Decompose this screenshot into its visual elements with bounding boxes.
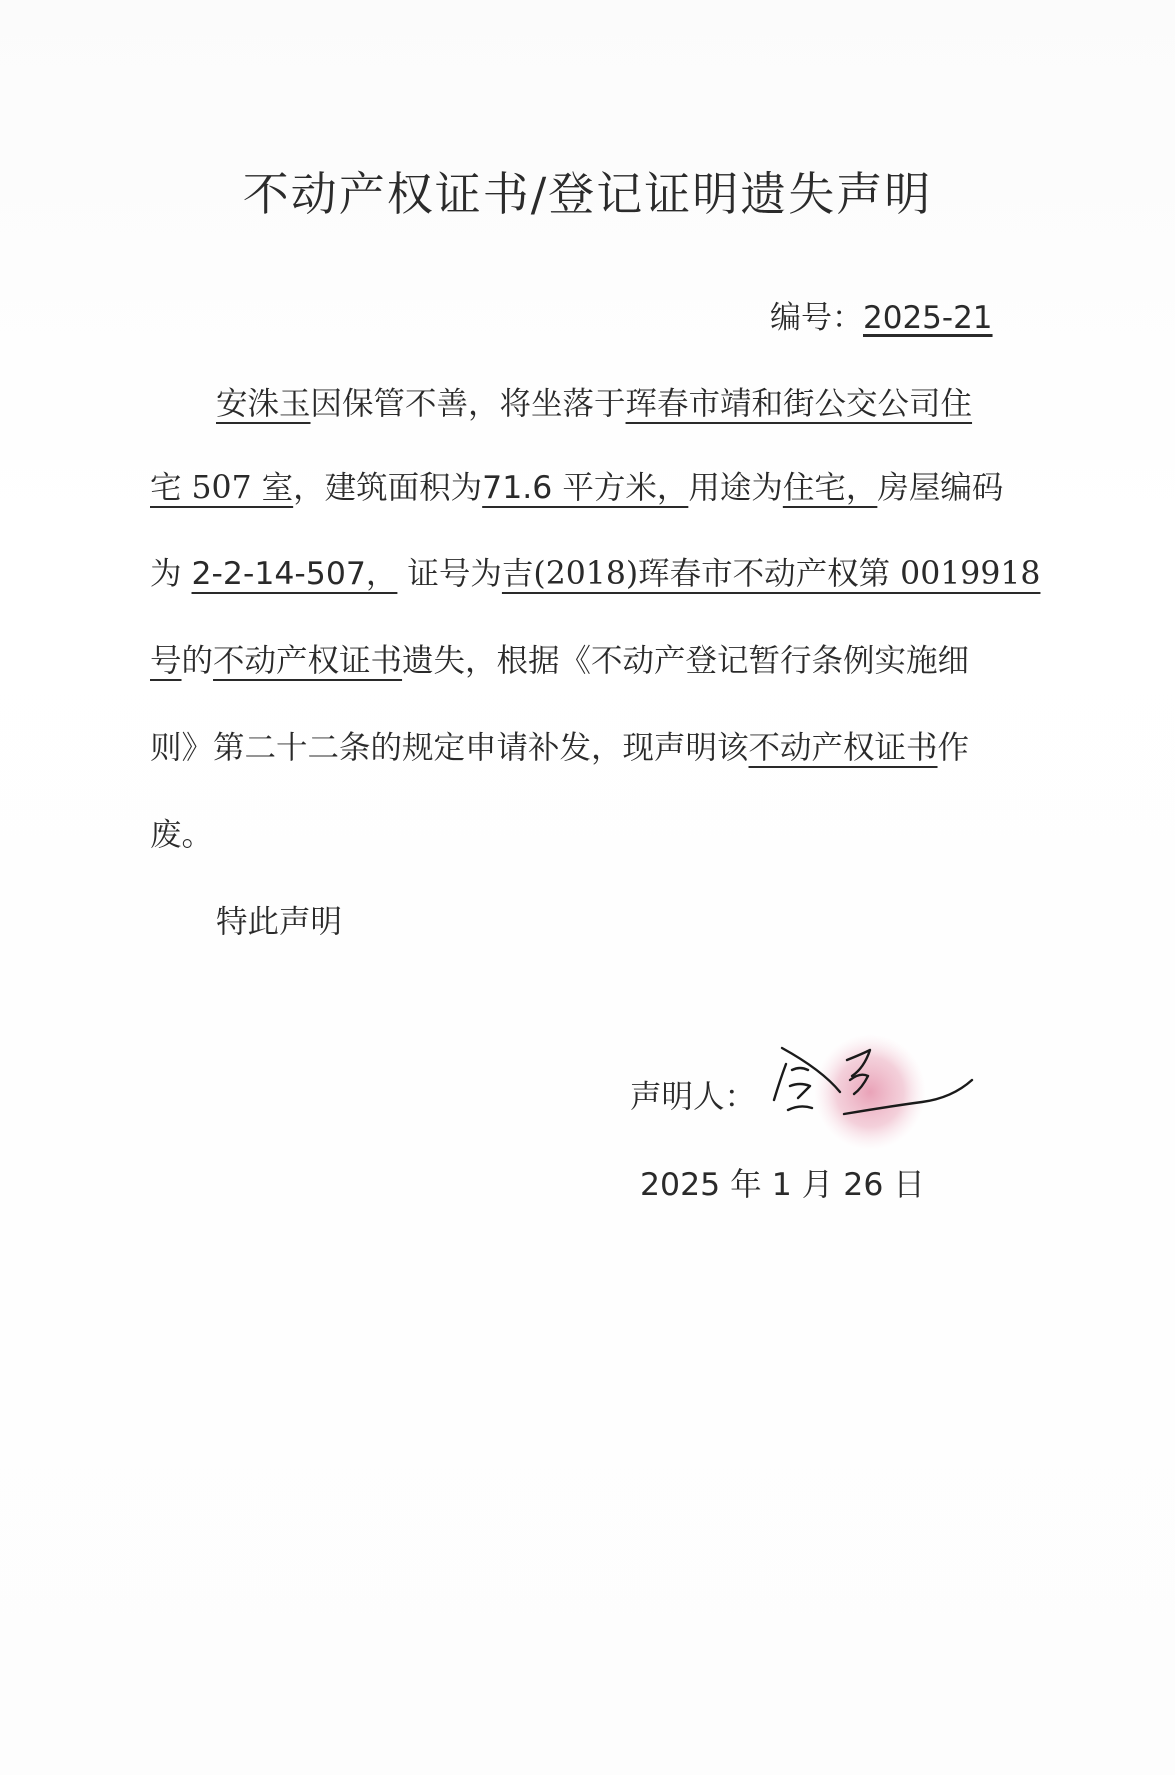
property-address-cont: 宅 507 室 — [150, 470, 294, 506]
body-line-2: 宅 507 室，建筑面积为71.6 平方米，用途为住宅，房屋编码 — [150, 470, 1004, 506]
date-day: 26 — [843, 1167, 884, 1203]
document-title: 不动产权证书/登记证明遗失声明 — [242, 167, 933, 221]
house-code: 2-2-14-507， — [191, 556, 398, 592]
document-number-label: 编号： — [770, 300, 863, 336]
certificate-type-2: 不动产权证书 — [748, 730, 938, 766]
date-year: 2025 — [640, 1167, 721, 1203]
declarant-label: 声明人： — [630, 1079, 757, 1115]
document-number — [770, 292, 993, 337]
certificate-type: 不动产权证书 — [213, 643, 403, 679]
property-address: 珲春市靖和街公交公司住 — [625, 386, 973, 422]
building-area: 71.6 平方米， — [482, 470, 689, 506]
body-line-1: 安洙玉因保管不善，将坐落于珲春市靖和街公交公司住 — [216, 386, 973, 422]
body-line-5: 则》第二十二条的规定申请补发，现声明该不动产权证书作 — [150, 730, 970, 766]
property-use: 住宅， — [782, 470, 878, 506]
certificate-number: 吉(2018)珲春市不动产权第 0019918 — [501, 556, 1041, 592]
body-line-3: 为 2-2-14-507， 证号为吉(2018)珲春市不动产权第 0019918 — [150, 556, 1041, 592]
date-month: 1 — [771, 1167, 792, 1203]
owner-name: 安洙玉 — [216, 386, 311, 422]
declaration-date: 2025 年 1 月 26 日 — [640, 1167, 925, 1203]
body-line-4: 号的不动产权证书遗失，根据《不动产登记暂行条例实施细 — [150, 643, 970, 679]
closing-statement: 特此声明 — [216, 904, 343, 940]
document-number-value: 2025-21 — [863, 300, 993, 336]
body-line-6: 废。 — [150, 817, 214, 853]
signature-icon — [752, 1010, 992, 1160]
certificate-number-end: 号 — [150, 643, 182, 679]
